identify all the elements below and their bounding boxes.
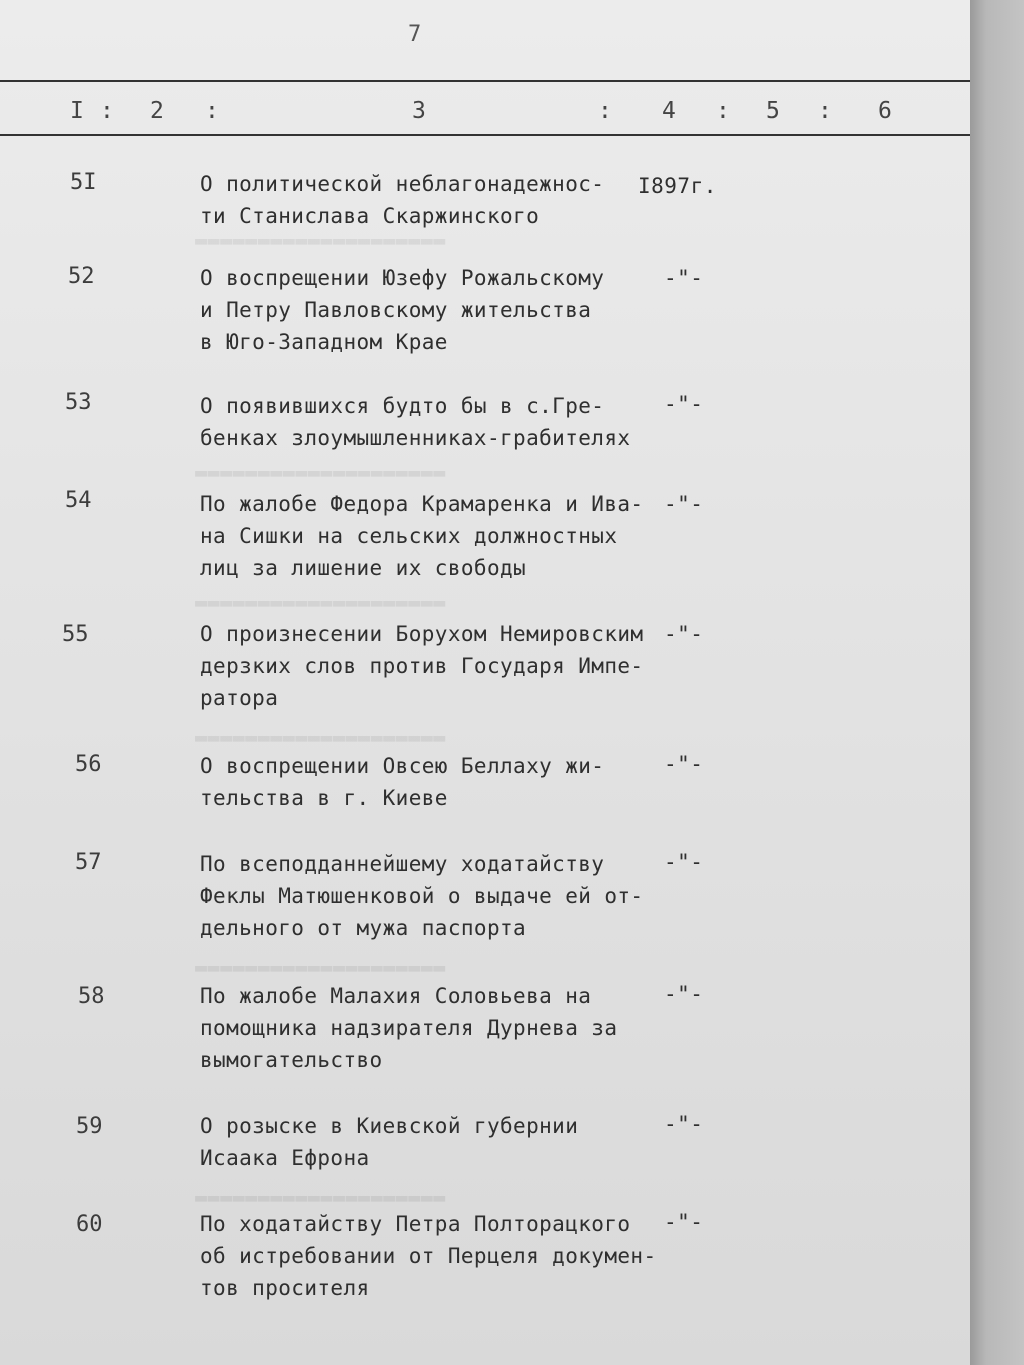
row-date: -"-: [664, 1112, 704, 1136]
page-edge-shadow: [970, 0, 1024, 1365]
column-header-4: 4: [662, 98, 676, 124]
column-separator: :: [598, 98, 612, 124]
column-separator: :: [100, 98, 114, 124]
row-number: 56: [75, 752, 102, 777]
column-header-5: 5: [766, 98, 780, 124]
bleed-through: ▬▬▬▬▬▬▬▬▬▬▬▬▬▬▬▬▬▬▬▬: [195, 725, 446, 749]
row-title: О произнесении Борухом Немировским дерзких слов против Государя Импе- ратора: [200, 622, 644, 710]
column-separator: :: [818, 98, 832, 124]
header-top-rule: [0, 80, 970, 82]
row-title: О воспрещении Юзефу Рожальскому и Петру Павловскому жительства в Юго-Западном Крае: [200, 266, 605, 354]
row-title: По жалобе Малахия Соловьева на помощника надзирателя Дурнева за вымогательство: [200, 984, 618, 1072]
row-number: 59: [76, 1114, 103, 1139]
row-title: О появившихся будто бы в с.Гре- бенках злоумышленниках-грабителях: [200, 394, 631, 450]
bleed-through: ▬▬▬▬▬▬▬▬▬▬▬▬▬▬▬▬▬▬▬▬: [195, 590, 446, 614]
row-date: I897г.: [638, 174, 717, 198]
bleed-through: ▬▬▬▬▬▬▬▬▬▬▬▬▬▬▬▬▬▬▬▬: [195, 460, 446, 484]
bleed-through: ▬▬▬▬▬▬▬▬▬▬▬▬▬▬▬▬▬▬▬▬: [195, 228, 446, 252]
column-separator: :: [716, 98, 730, 124]
row-title: О воспрещении Овсею Беллаху жи- тельства в г. Киеве: [200, 754, 605, 810]
row-number: 5I: [70, 170, 97, 195]
page-number: 7: [408, 22, 422, 47]
row-title: О розыске в Киевской губернии Исаака Ефрона: [200, 1114, 579, 1170]
row-number: 55: [62, 622, 89, 647]
bleed-through: ▬▬▬▬▬▬▬▬▬▬▬▬▬▬▬▬▬▬▬▬: [195, 1185, 446, 1209]
row-title: По жалобе Федора Крамаренка и Ива- на Сишки на сельских должностных лиц за лишение их свободы: [200, 492, 644, 580]
row-date: -"-: [664, 392, 704, 416]
row-number: 53: [65, 390, 92, 415]
column-header-6: 6: [878, 98, 892, 124]
row-date: -"-: [664, 850, 704, 874]
column-header-1: I: [70, 98, 84, 124]
column-header-2: 2: [150, 98, 164, 124]
column-separator: :: [205, 98, 219, 124]
row-date: -"-: [664, 266, 704, 290]
row-date: -"-: [664, 1210, 704, 1234]
row-title: По всеподданнейшему ходатайству Феклы Матюшенковой о выдаче ей от- дельного от мужа паспорта: [200, 852, 644, 940]
header-bottom-rule: [0, 134, 970, 136]
row-date: -"-: [664, 492, 704, 516]
bleed-through: ▬▬▬▬▬▬▬▬▬▬▬▬▬▬▬▬▬▬▬▬: [195, 955, 446, 979]
row-date: -"-: [664, 622, 704, 646]
row-date: -"-: [664, 982, 704, 1006]
row-number: 57: [75, 850, 102, 875]
row-number: 58: [78, 984, 105, 1009]
row-title: По ходатайству Петра Полторацкого об истребовании от Перцеля докумен- тов просителя: [200, 1212, 657, 1300]
row-number: 54: [65, 488, 92, 513]
row-title: О политической неблагонадежнос- ти Станислава Скаржинского: [200, 172, 605, 228]
row-number: 60: [76, 1212, 103, 1237]
row-date: -"-: [664, 752, 704, 776]
column-header-3: 3: [412, 98, 426, 124]
row-number: 52: [68, 264, 95, 289]
